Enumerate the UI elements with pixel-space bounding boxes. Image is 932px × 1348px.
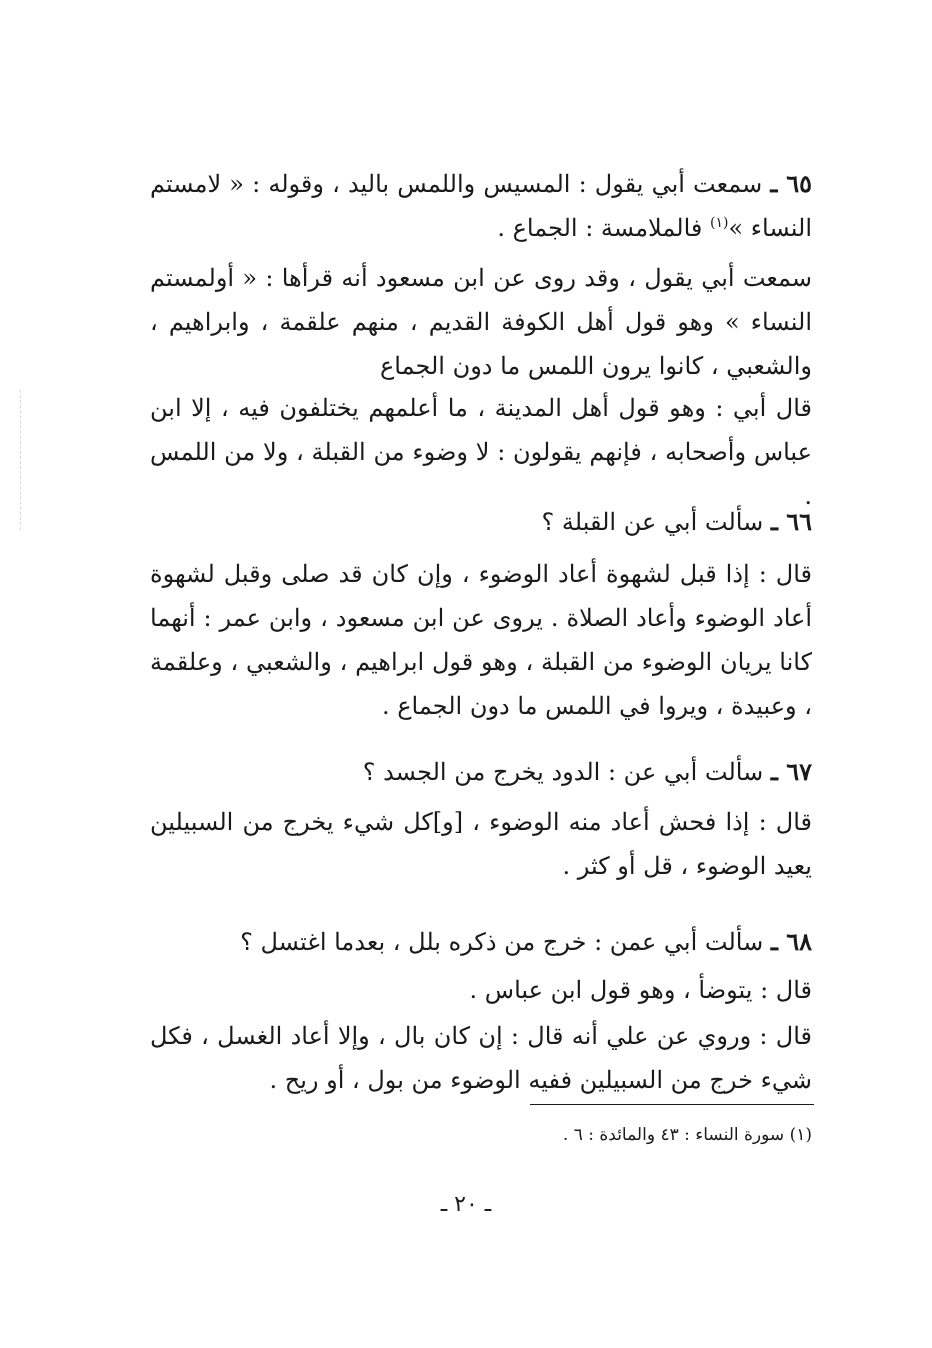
section-66-question: سألت أبي عن القبلة ؟ — [541, 508, 764, 536]
section-65-number: ٦٥ ـ — [770, 169, 813, 198]
section-67-body — [150, 800, 812, 888]
section-66-paragraph-1: قال : إذا قبل لشهوة أعاد الوضوء ، وإن كان قد صلى وقبل لشهوة أعاد الوضوء وأعاد الصلاة . يروى عن ابن مسعود ، وابن عمر : أنهما كانا يريان الوضوء من القبلة ، وهو قول ابراهيم ، والشعبي ، وعلقمة ، وعبيدة ، ويروا في اللمس ما دون الجماع . — [150, 560, 812, 720]
section-68-paragraph-1: قال : يتوضأ ، وهو قول ابن عباس . — [469, 976, 812, 1004]
section-65-block-2 — [150, 256, 812, 388]
section-65 — [150, 162, 812, 250]
footnote: (١) سورة النساء : ٤٣ والمائدة : ٦ . — [562, 1125, 812, 1145]
section-65-paragraph-2: سمعت أبي يقول ، وقد روى عن ابن مسعود أنه قرأها : « أولمستم النساء » وهو قول أهل الكوفة القديم ، منهم علقمة ، وابراهيم ، والشعبي ، كانوا يرون اللمس ما دون الجماع — [150, 264, 812, 380]
section-67-question-line — [150, 750, 812, 794]
footnote-separator — [530, 1104, 814, 1105]
section-66-number: ٦٦ ـ — [770, 507, 812, 536]
section-65-paragraph-3: قال أبي : وهو قول أهل المدينة ، ما أعلمهم يختلفون فيه ، إلا ابن عباس وأصحابه ، فإنهم يقولون : لا وضوء من القبلة ، ولا من اللمس . — [150, 394, 812, 510]
section-66-heading — [150, 500, 812, 544]
scan-margin-mark — [20, 390, 21, 530]
section-68-question: سألت أبي عمن : خرج من ذكره بلل ، بعدما اغتسل ؟ — [240, 928, 764, 956]
section-68-answer — [150, 968, 812, 1012]
footnote-reference: (١) — [709, 215, 729, 231]
section-68-paragraph-2: قال : وروي عن علي أنه قال : إن كان بال ، وإلا أعاد الغسل ، فكل شيء خرج من السبيلين ففيه الوضوء من بول ، أو ريح . — [150, 1022, 812, 1094]
section-65-text-1: سمعت أبي يقول : المسيس واللمس باليد ، وقوله : « لامستم النساء » — [150, 170, 812, 242]
section-68-question-line — [150, 920, 812, 964]
section-65-block-3 — [150, 386, 812, 518]
section-68-number: ٦٨ ـ — [770, 927, 812, 956]
section-67-heading — [150, 750, 812, 794]
section-67-paragraph-1: قال : إذا فحش أعاد منه الوضوء ، [و]كل شيء يخرج من السبيلين يعيد الوضوء ، قل أو كثر . — [150, 808, 812, 880]
section-68-heading — [150, 920, 812, 964]
section-67-number: ٦٧ ـ — [770, 757, 812, 786]
section-65-text-1-tail: فالملامسة : الجماع . — [497, 214, 710, 242]
section-68-body — [150, 1014, 812, 1102]
section-67-question: سألت أبي عن : الدود يخرج من الجسد ؟ — [362, 758, 764, 786]
page-number: ـ ٢٠ ـ — [440, 1192, 492, 1217]
section-65-paragraph-1 — [150, 162, 812, 250]
section-66-body — [150, 552, 812, 728]
section-66-question-line — [150, 500, 812, 544]
